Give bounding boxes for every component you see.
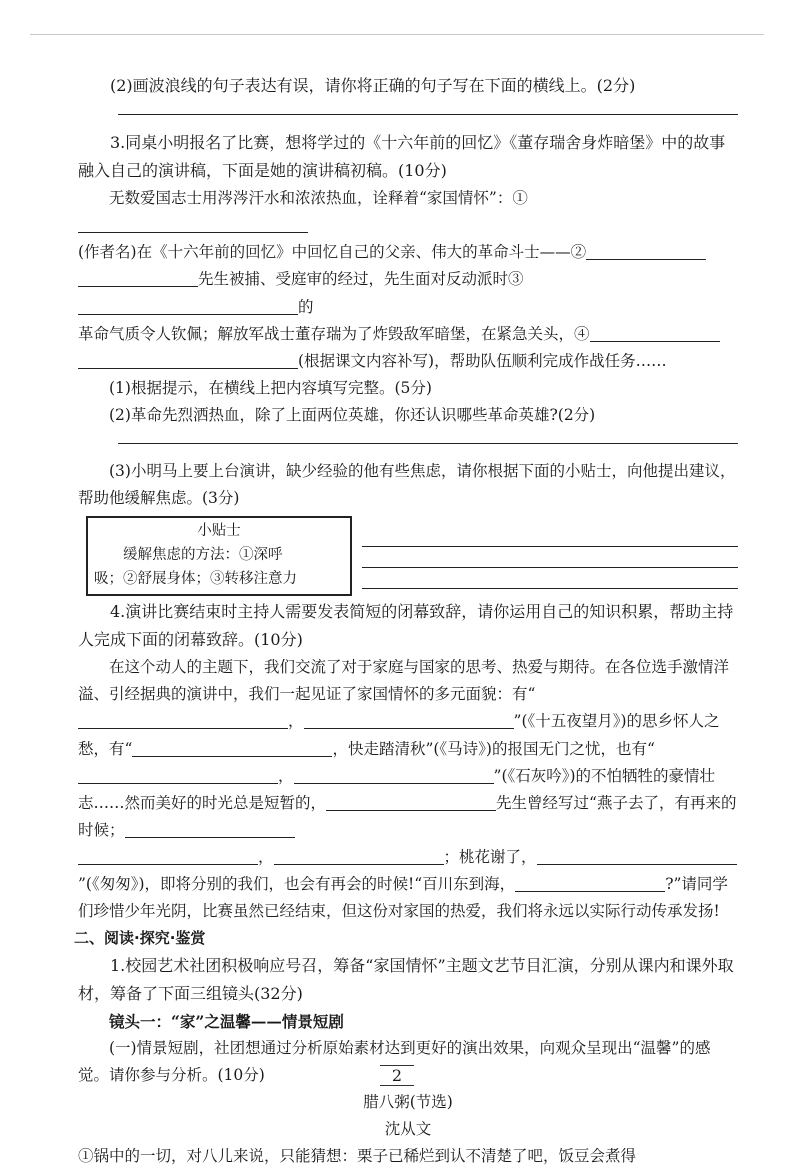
blank-q4-2[interactable]: [304, 713, 514, 730]
blank-4b[interactable]: [78, 352, 298, 369]
page-number: 2: [0, 1066, 794, 1085]
question-2-2: (2)画波浪线的句子表达有误，请你将正确的句子写在下面的横线上。(2分): [110, 76, 636, 95]
tip-line-1: 缓解焦虑的方法：①深呼: [123, 547, 283, 564]
section-title: 二、阅读·探究·鉴赏: [74, 929, 206, 948]
article-paragraph-1: ①锅中的一切，对八儿来说，只能猜想：栗子已稀烂到认不清楚了吧，饭豆会煮得: [78, 1147, 637, 1166]
blank-q4-3[interactable]: [132, 740, 332, 757]
blank-3[interactable]: [78, 298, 298, 315]
tip-answer-lines[interactable]: [362, 516, 738, 589]
tip-area: [86, 516, 738, 596]
blank-q4-7[interactable]: [125, 821, 295, 838]
article-author: 沈从文: [384, 1120, 432, 1139]
sub-question-3: (3)小明马上要上台演讲，缺少经验的他有些焦虑，请你根据下面的小贴士，向他提出建议，帮助他缓解焦虑。(3分): [78, 462, 736, 508]
exam-page: [74, 72, 738, 1170]
blank-q4-5[interactable]: [294, 767, 494, 784]
answer-line-2: [118, 431, 738, 444]
blank-2b[interactable]: [78, 271, 198, 288]
question-3-stem: 3.同桌小明报名了比赛，想将学过的《十六年前的回忆》《董存瑞舍身炸暗堡》中的故事融入自己的演讲稿，下面是她的演讲稿初稿。(10分): [78, 133, 726, 180]
article-title: 腊八粥(节选): [363, 1093, 453, 1112]
blank-q4-9[interactable]: [274, 849, 444, 866]
blank-q4-10[interactable]: [537, 849, 737, 866]
closing-speech: 在这个动人的主题下，我们交流了对于家庭与国家的思考、热爱与期待。在各位选手激情洋溢、引经据典的演讲中，我们一起见证了家国情怀的多元面貌：有“ ， ”(《十五夜望月》)的思乡怀人之愁，有“ ，快走踏清秋”(《马诗》)的报国无门之忧，也有“ ， ”(《石灰吟》)的不怕牺牲的豪情壮志……然而美好的时光总是短暂的， 先生曾经写过“燕子去了，有再来的时候； ， ；桃花谢了，”(《匆匆》)，即将分别的我们，也会有再会的时候!“百川东到海， ?”请同学们珍惜少年光阴，比赛虽然已经结束，但这份对家国的热爱，我们将永远以实际行动传承发扬!: [78, 658, 737, 921]
blank-2[interactable]: [586, 244, 706, 261]
top-rule: [30, 34, 764, 35]
draft-text: 无数爱国志士用涔涔汗水和浓浓热血，诠释着“家国情怀”：① (作者名)在《十六年前的回忆》中回忆自己的父亲、伟大的革命斗士——② 先生被捕、受庭审的经过，先生面对反动派时③的 革命气质令人钦佩；解放军战士董存瑞为了炸毁敌军暗堡，在紧急关头，④ (根据课文内容补写)，帮助队伍顺利完成作战任务……: [78, 185, 738, 375]
section2-question-1: 1.校园艺术社团积极响应号召，筹备“家国情怀”主题文艺节目汇演，分别从课内和课外取材，筹备了下面三组镜头(32分): [78, 955, 734, 1003]
part-1: (一)情景短剧，社团想通过分析原始素材达到更好的演出效果，向观众呈现出“温馨”的感觉。请你参与分析。(10分): [78, 1038, 711, 1084]
tip-title: 小贴士: [197, 523, 241, 540]
blank-4[interactable]: [590, 325, 720, 342]
blank-q4-11[interactable]: [515, 876, 665, 893]
tip-line-2: 吸；②舒展身体；③转移注意力: [94, 571, 297, 588]
blank-q4-4[interactable]: [78, 767, 278, 784]
question-4-stem: 4.演讲比赛结束时主持人需要发表简短的闭幕致辞，请你运用自己的知识积累，帮助主持人完成下面的闭幕致辞。(10分): [78, 602, 734, 650]
tip-box: [86, 516, 352, 596]
answer-line: [118, 102, 738, 115]
shot-1-title: 镜头一：“家”之温馨——情景短剧: [109, 1011, 344, 1031]
blank-q4-1[interactable]: [78, 713, 288, 730]
sub-question-1: (1)根据提示，在横线上把内容填写完整。(5分): [109, 378, 432, 397]
blank-q4-6[interactable]: [326, 794, 496, 811]
blank-q4-8[interactable]: [78, 849, 258, 866]
blank-1[interactable]: [78, 217, 308, 234]
sub-question-2: (2)革命先烈洒热血，除了上面两位英雄，你还认识哪些革命英雄?(2分): [109, 406, 596, 424]
